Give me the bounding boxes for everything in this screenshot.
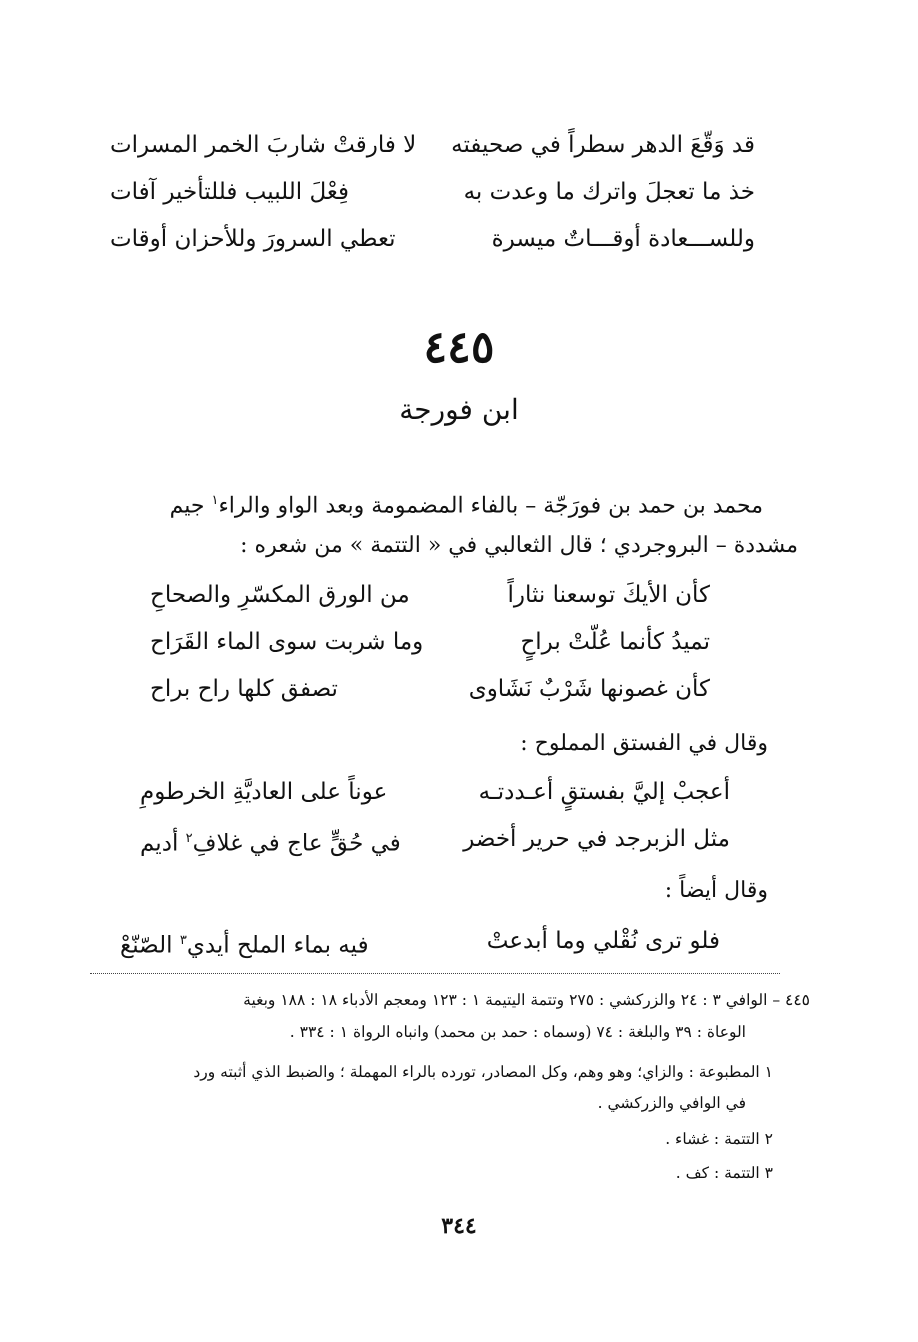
entry-number: ٤٤٥: [423, 322, 495, 373]
verse-line: [150, 580, 710, 610]
verse-second-hemistich: [140, 824, 401, 859]
hemistich-text: فيه بماء الملح أيدي: [186, 932, 369, 959]
entry-title: ابن فورجة: [399, 393, 519, 426]
footnote-marker: ١: [211, 493, 219, 508]
verse-first-hemistich: أعجبْ إليَّ بفستقٍ أعـددتـه: [478, 779, 730, 805]
verse-first-hemistich: كأن الأيكَ توسعنا نثاراً: [507, 582, 710, 608]
verse-second-hemistich: من الورق المكسّرِ والصحاحِ: [150, 582, 410, 608]
verse-second-hemistich: تصفق كلها راح براح: [150, 676, 338, 702]
verse-first-hemistich: قد وَقّعَ الدهر سطراً في صحيفته: [451, 132, 755, 158]
verse-first-hemistich: فلو ترى نُقْلي وما أبدعتْ: [486, 928, 720, 954]
intro-line-2: مشددة – البروجردي ؛ قال الثعالبي في « التتمة » من شعره :: [240, 533, 798, 558]
verse-line: [140, 824, 730, 857]
verse-first-hemistich: خذ ما تعجلَ واترك ما وعدت به: [463, 179, 755, 205]
footnote-sources-line-2: الوعاة : ٣٩ والبلغة : ٧٤ (وسماه : حمد بن محمد) وانباه الرواة ١ : ٣٣٤ .: [289, 1023, 746, 1041]
verse-first-hemistich: كأن غصونها شَرْبٌ نَشَاوى: [468, 676, 710, 702]
verse-second-hemistich: تعطي السرورَ وللأحزان أوقات: [110, 226, 396, 252]
footnote-marker: ٣: [179, 933, 187, 948]
footnote-divider: [90, 973, 780, 974]
verse-second-hemistich: وما شربت سوى الماء القَرَاح: [150, 629, 424, 655]
verse-line: [110, 130, 755, 160]
footnote-1-line-1: ١ المطبوعة : والزاي؛ وهو وهم، وكل المصادر، تورده بالراء المهملة ؛ والضبط الذي أثبته ورد: [193, 1063, 773, 1081]
verse-first-hemistich: تميدُ كأنما عُلّتْ براحٍ: [520, 629, 710, 655]
verse-line: [140, 777, 730, 807]
verse-first-hemistich: وللســـعادة أوقـــاتٌ ميسرة: [491, 226, 755, 252]
verse-line: [110, 224, 755, 254]
verse-second-hemistich: [120, 926, 369, 961]
verse-second-hemistich: فِعْلَ اللبيب فللتأخير آفات: [110, 179, 349, 205]
footnote-3: ٣ التتمة : كف .: [675, 1164, 773, 1182]
footnote-2: ٢ التتمة : غشاء .: [665, 1130, 773, 1148]
hemistich-text-end: أديم: [140, 830, 186, 857]
verse-line: [150, 674, 710, 704]
verse-line: [150, 627, 710, 657]
intro-text-end: جيم: [169, 493, 212, 519]
page-number: ٣٤٤: [441, 1213, 477, 1239]
intro-line-1: [43, 486, 763, 521]
verse-second-hemistich: لا فارقتْ شاربَ الخمر المسرات: [110, 132, 417, 158]
verse-line: [120, 926, 720, 959]
intro-text: محمد بن حمد بن فورَجّة – بالفاء المضمومة وبعد الواو والراء: [218, 493, 763, 519]
said-line: وقال في الفستق المملوح :: [520, 731, 768, 756]
verse-second-hemistich: عوناً على العاديَّةِ الخرطومِ: [140, 779, 388, 805]
footnote-marker: ٢: [185, 831, 193, 846]
verse-line: [110, 177, 755, 207]
said-line: وقال أيضاً :: [664, 878, 768, 903]
footnote-1-line-2: في الوافي والزركشي .: [597, 1094, 746, 1112]
hemistich-text: في حُقٍّ عاج في غلافِ: [192, 830, 401, 857]
footnote-sources-line-1: ٤٤٥ – الوافي ٣ : ٢٤ والزركشي : ٢٧٥ وتتمة اليتيمة ١ : ١٢٣ ومعجم الأدباء ١٨ : ١٨٨ وبغية: [243, 991, 810, 1009]
verse-first-hemistich: مثل الزبرجد في حرير أخضر: [463, 826, 730, 852]
hemistich-text-end: الصّنّعْ: [120, 932, 180, 959]
